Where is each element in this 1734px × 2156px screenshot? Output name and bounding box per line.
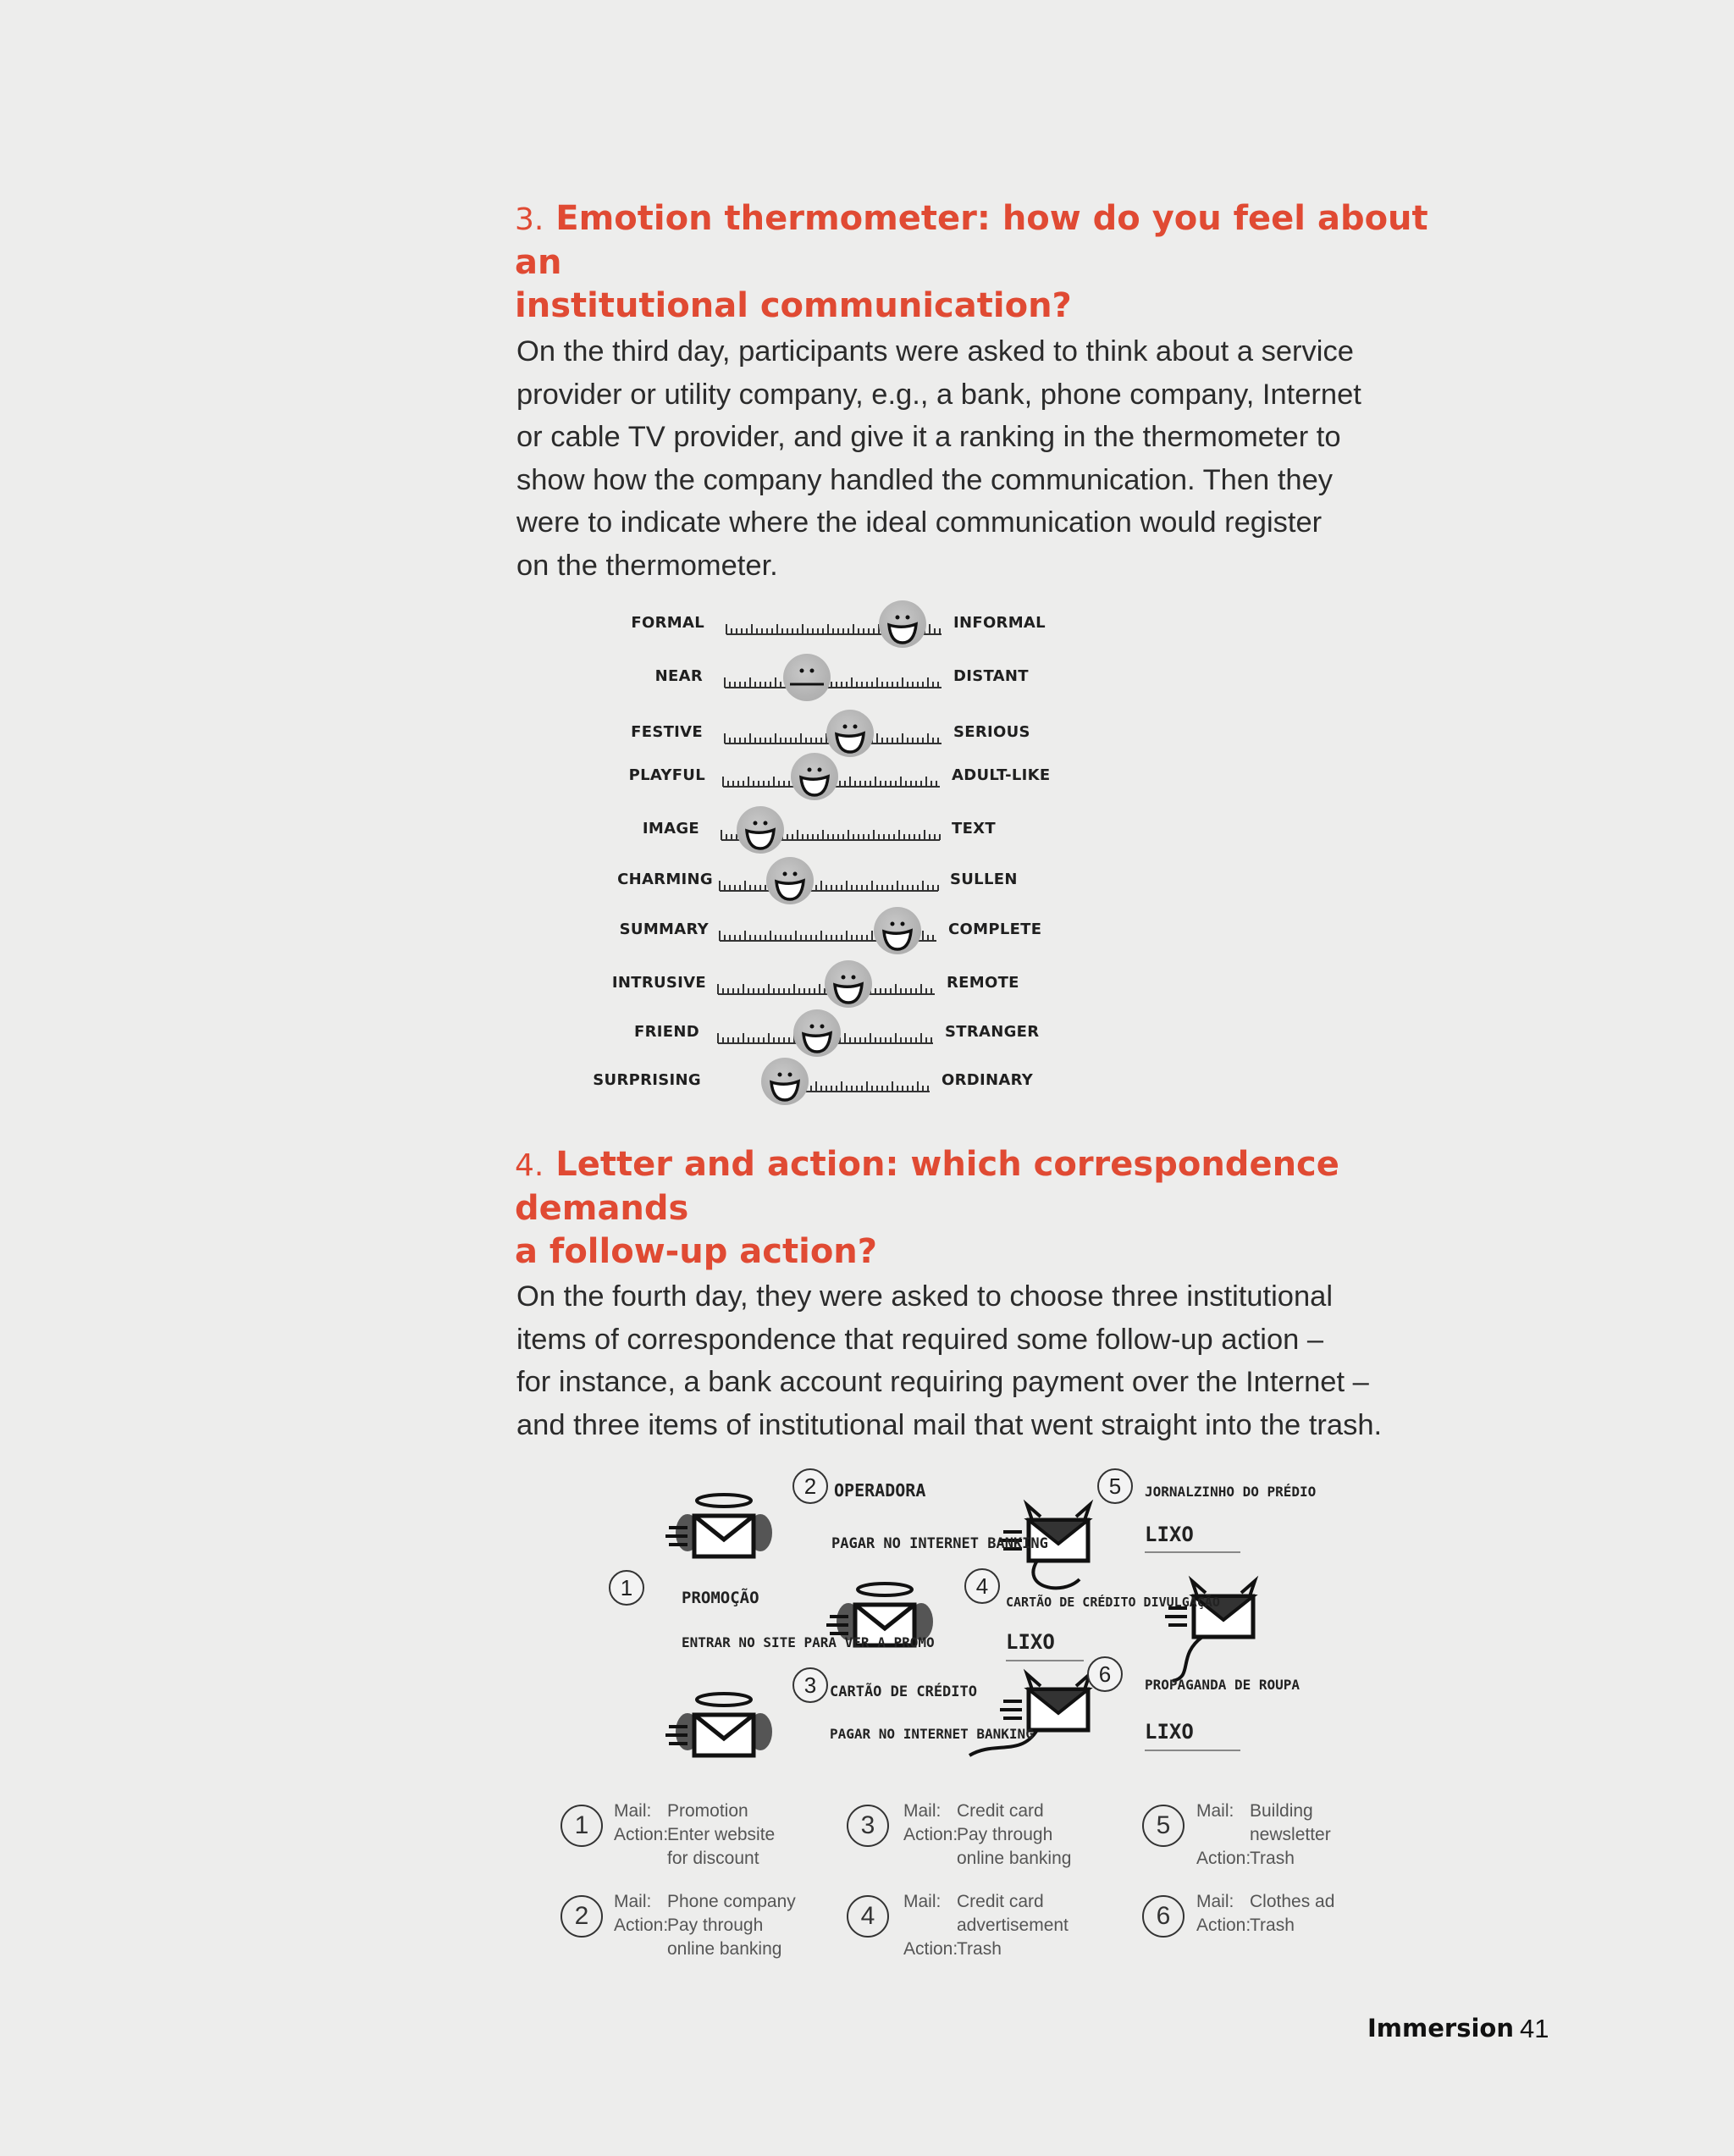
section-3-title-line1: Emotion thermometer: how do you feel about an xyxy=(515,199,1428,282)
note-pagar-1: PAGAR NO INTERNET BANKING xyxy=(831,1535,1048,1552)
note-entrar: ENTRAR NO SITE PARA VER A PROMO xyxy=(682,1634,935,1650)
note-cartao-1: CARTÃO DE CRÉDITO xyxy=(830,1683,977,1700)
legend-line-value: newsletter xyxy=(1250,1825,1331,1844)
legend-line xyxy=(614,1938,796,1961)
legend-line-label: Action: xyxy=(903,1939,958,1959)
angel-envelope-icon xyxy=(665,1694,772,1755)
legend-line-label: Mail: xyxy=(1196,1892,1234,1911)
paragraph-line: for instance, a bank account requiring payment over the Internet – xyxy=(516,1366,1369,1398)
paragraph-line: were to indicate where the ideal communication would register xyxy=(516,506,1323,539)
legend-line xyxy=(903,1938,1069,1961)
thermometer-left-label: PLAYFUL xyxy=(628,766,705,784)
note-operadora: OPERADORA xyxy=(834,1480,926,1501)
legend-entry xyxy=(614,1799,775,1871)
legend-number: 1 xyxy=(561,1805,603,1847)
thermometer-face-marker xyxy=(825,960,872,1008)
legend-line xyxy=(614,1890,796,1914)
legend-line xyxy=(903,1799,1071,1823)
thermometer-face-marker xyxy=(766,857,814,904)
paragraph-line: On the fourth day, they were asked to choose three institutional xyxy=(516,1280,1334,1313)
legend-line xyxy=(614,1799,775,1823)
sketch-number: 6 xyxy=(1098,1661,1112,1687)
legend-number: 2 xyxy=(561,1895,603,1938)
thermometer-right-label: DISTANT xyxy=(953,667,1029,685)
thermometer-face-marker xyxy=(761,1058,809,1105)
thermometer-left-label: IMAGE xyxy=(642,820,699,838)
legend-line-value: Credit card xyxy=(957,1801,1044,1821)
thermometer-right-label: COMPLETE xyxy=(948,920,1042,938)
section-4-title-line1: Letter and action: which correspondence demands xyxy=(515,1145,1339,1228)
thermometer-left-label: FRIEND xyxy=(634,1023,699,1041)
thermometer-face-marker xyxy=(737,806,784,854)
thermometer-right-label: ORDINARY xyxy=(942,1071,1034,1089)
legend-line-label: Action: xyxy=(614,1916,669,1935)
note-cartao-2: CARTÃO DE CRÉDITO DIVULGAÇÃO xyxy=(1006,1595,1220,1610)
legend-line-label: Mail: xyxy=(1196,1801,1234,1821)
thermometer-face-marker xyxy=(879,600,926,648)
thermometer-left-label: SURPRISING xyxy=(593,1071,701,1089)
legend-line-value: Clothes ad xyxy=(1250,1892,1335,1911)
sketch-number: 2 xyxy=(803,1473,817,1499)
note-propaganda: PROPAGANDA DE ROUPA xyxy=(1145,1677,1300,1693)
thermometer-right-label: SERIOUS xyxy=(953,723,1030,741)
section-4-paragraph xyxy=(516,1275,1456,1446)
legend-number: 3 xyxy=(847,1805,889,1847)
paragraph-line: show how the company handled the communication. Then they xyxy=(516,463,1334,496)
section-3-number: 3. xyxy=(515,202,544,237)
angel-envelope-icon xyxy=(665,1495,772,1556)
legend-line-label: Mail: xyxy=(614,1801,652,1821)
legend-line-label: Mail: xyxy=(903,1892,942,1911)
note-lixo-2: LIXO xyxy=(1006,1630,1055,1654)
thermometer-right-label: ADULT-LIKE xyxy=(952,766,1051,784)
sketch-number: 5 xyxy=(1108,1473,1122,1499)
devil-envelope-icon xyxy=(969,1674,1090,1755)
legend-line-value: for discount xyxy=(667,1849,759,1868)
legend-line-label: Mail: xyxy=(903,1801,942,1821)
legend-line-value: advertisement xyxy=(957,1916,1069,1935)
legend-line-value: Pay through xyxy=(957,1825,1053,1844)
legend-line xyxy=(614,1914,796,1938)
legend-number: 4 xyxy=(847,1895,889,1938)
letter-action-sketch xyxy=(610,1461,1317,1799)
thermometer-right-label: SULLEN xyxy=(950,871,1018,888)
legend-entry xyxy=(614,1890,796,1961)
thermometer-face-marker xyxy=(783,654,831,701)
legend-line-value: Trash xyxy=(957,1939,1002,1959)
thermometer-face-marker xyxy=(793,1009,841,1057)
legend-line-label: Mail: xyxy=(614,1892,652,1911)
thermometer-right-label: INFORMAL xyxy=(953,614,1046,632)
thermometer-left-label: CHARMING xyxy=(617,871,713,888)
legend-number: 5 xyxy=(1142,1805,1185,1847)
section-3-paragraph xyxy=(516,330,1456,587)
legend-line xyxy=(614,1823,775,1847)
legend-line-value: Building xyxy=(1250,1801,1313,1821)
note-jornal: JORNALZINHO DO PRÉDIO xyxy=(1145,1484,1317,1500)
legend-line xyxy=(1196,1847,1331,1871)
sketch-number: 4 xyxy=(975,1573,989,1599)
legend-line xyxy=(614,1847,775,1871)
note-lixo-1: LIXO xyxy=(1145,1523,1194,1546)
legend-line xyxy=(1196,1914,1334,1938)
legend-line xyxy=(1196,1799,1331,1823)
thermometer-face-marker xyxy=(791,753,838,800)
legend-line-value: online banking xyxy=(667,1939,782,1959)
legend-line xyxy=(903,1890,1069,1914)
thermometer-left-label: SUMMARY xyxy=(619,920,709,938)
footer-section-title: Immersion xyxy=(1367,2014,1514,2043)
thermometer-left-label: FORMAL xyxy=(631,614,704,632)
legend-entry xyxy=(903,1799,1071,1871)
thermometer-scale xyxy=(725,671,942,693)
page-number: 41 xyxy=(1520,2014,1549,2043)
legend-line-label: Action: xyxy=(614,1825,669,1844)
legend-line-value: Promotion xyxy=(667,1801,748,1821)
sketch-number: 1 xyxy=(620,1575,633,1600)
thermometer-face-marker xyxy=(874,907,921,954)
note-promocao: PROMOÇÃO xyxy=(682,1589,759,1607)
legend-line-label: Action: xyxy=(1196,1849,1251,1868)
legend-line-value: Phone company xyxy=(667,1892,796,1911)
legend-entry xyxy=(1196,1890,1334,1938)
thermometer-right-label: STRANGER xyxy=(945,1023,1040,1041)
note-lixo-3: LIXO xyxy=(1145,1720,1194,1744)
paragraph-line: On the third day, participants were asked to think about a service xyxy=(516,335,1354,368)
legend-line xyxy=(903,1914,1069,1938)
section-4-heading xyxy=(515,1143,1446,1274)
section-3-heading xyxy=(515,197,1446,328)
paragraph-line: on the thermometer. xyxy=(516,549,778,582)
legend-line-value: Trash xyxy=(1250,1916,1295,1935)
legend-entry xyxy=(1196,1799,1331,1871)
legend-line-value: Pay through xyxy=(667,1916,764,1935)
thermometer-left-label: INTRUSIVE xyxy=(611,974,706,992)
legend-line-label: Action: xyxy=(1196,1916,1251,1935)
paragraph-line: and three items of institutional mail that went straight into the trash. xyxy=(516,1408,1383,1441)
legend-line-value: Enter website xyxy=(667,1825,776,1844)
legend-number: 6 xyxy=(1142,1895,1185,1938)
legend-line-value: Credit card xyxy=(957,1892,1044,1911)
legend-line xyxy=(903,1847,1071,1871)
paragraph-line: items of correspondence that required some follow-up action – xyxy=(516,1323,1324,1356)
legend-line-value: Trash xyxy=(1250,1849,1295,1868)
note-pagar-2: PAGAR NO INTERNET BANKING xyxy=(830,1726,1034,1742)
paragraph-line: or cable TV provider, and give it a ranking in the thermometer to xyxy=(516,421,1341,453)
section-3-title-line2: institutional communication? xyxy=(515,286,1072,325)
legend-line-label: Action: xyxy=(903,1825,958,1844)
legend-line xyxy=(1196,1823,1331,1847)
legend-line xyxy=(903,1823,1071,1847)
thermometer-left-label: FESTIVE xyxy=(631,723,703,741)
thermometer-scale xyxy=(720,874,938,896)
legend-entry xyxy=(903,1890,1069,1961)
thermometer-right-label: TEXT xyxy=(952,820,996,838)
legend-line xyxy=(1196,1890,1334,1914)
thermometer-face-marker xyxy=(826,710,874,757)
paragraph-line: provider or utility company, e.g., a bank, phone company, Internet xyxy=(516,378,1361,411)
thermometer-right-label: REMOTE xyxy=(947,974,1019,992)
legend-line-value: online banking xyxy=(957,1849,1072,1868)
section-4-title-line2: a follow-up action? xyxy=(515,1232,877,1271)
sketch-number: 3 xyxy=(803,1672,817,1698)
section-4-number: 4. xyxy=(515,1148,544,1183)
thermometer-left-label: NEAR xyxy=(654,667,703,685)
